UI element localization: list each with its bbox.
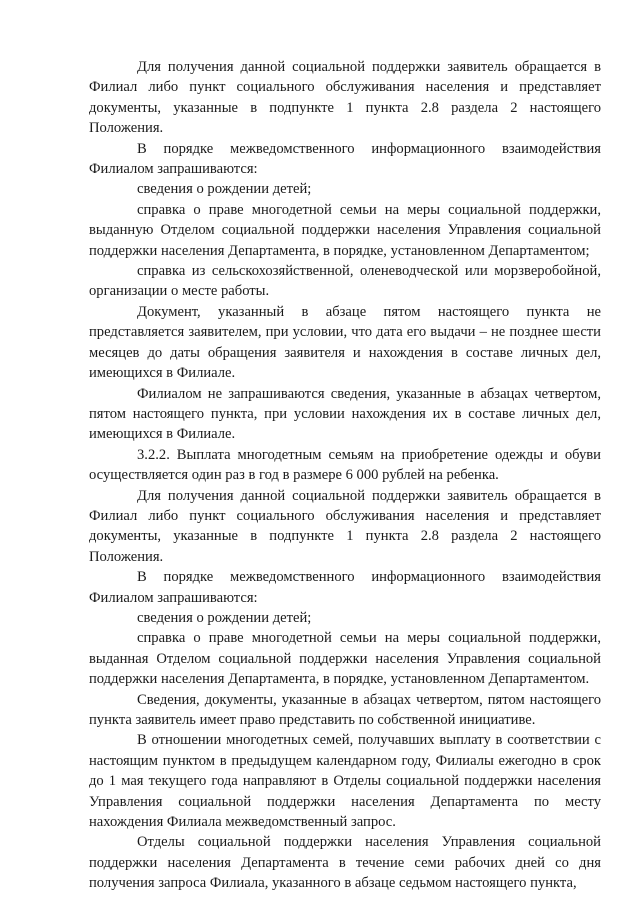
paragraph-5: справка из сельскохозяйственной, оленеводческой или морзверобойной, организации о месте работы. — [89, 263, 601, 300]
paragraph-7: Филиалом не запрашиваются сведения, указанные в абзацах четвертом, пятом настоящего пункта, при условии нахождения их в составе личных дел, имеющихся в Филиале. — [89, 385, 601, 443]
paragraph-12: справка о праве многодетной семьи на меры социальной поддержки, выданная Отделом социальной поддержки населения Управления социальной поддержки населения Департамента, в порядке, установленном Департаментом. — [89, 630, 601, 688]
paragraph-14: В отношении многодетных семей, получавших выплату в соответствии с настоящим пунктом в предыдущем календарном году, Филиалы ежегодно в срок до 1 мая текущего года направляют в Отделы социальной поддержки населения Управления социальной поддержки населения Департамента по месту нахождения Филиала межведомственный запрос. — [89, 732, 601, 831]
paragraph-3: сведения о рождении детей; — [137, 181, 312, 198]
paragraph-11: сведения о рождении детей; — [137, 609, 312, 626]
document-page — [89, 57, 601, 894]
paragraph-9: Для получения данной социальной поддержки заявитель обращается в Филиал либо пункт социального обслуживания населения и представляет документы, указанные в подпункте 1 пункта 2.8 раздела 2 настоящего Положения. — [89, 487, 601, 565]
paragraph-15: Отделы социальной поддержки населения Управления социальной поддержки населения Департамента в течение семи рабочих дней со дня получения запроса Филиала, указанного в абзаце седьмом настоящего пункта, — [89, 834, 601, 892]
paragraph-10: В порядке межведомственного информационного взаимодействия Филиалом запрашиваются: — [89, 569, 601, 606]
paragraph-1: Для получения данной социальной поддержки заявитель обращается в Филиал либо пункт социального обслуживания населения и представляет документы, указанные в подпункте 1 пункта 2.8 раздела 2 настоящего Положения. — [89, 59, 601, 137]
paragraph-13: Сведения, документы, указанные в абзацах четвертом, пятом настоящего пункта заявитель имеет право представить по собственной инициативе. — [89, 691, 601, 728]
paragraph-4: справка о праве многодетной семьи на меры социальной поддержки, выданную Отделом социальной поддержки населения Управления социальной поддержки населения Департамента, в порядке, установленном Департаментом; — [89, 201, 601, 259]
paragraph-6: Документ, указанный в абзаце пятом настоящего пункта не представляется заявителем, при условии, что дата его выдачи – не позднее шести месяцев до даты обращения заявителя и нахождения в составе личных дел, имеющихся в Филиале. — [89, 303, 601, 382]
paragraph-8: 3.2.2. Выплата многодетным семьям на приобретение одежды и обуви осуществляется один раз в год в размере 6 000 рублей на ребенка. — [89, 446, 601, 484]
paragraph-2: В порядке межведомственного информационного взаимодействия Филиалом запрашиваются: — [89, 140, 601, 178]
